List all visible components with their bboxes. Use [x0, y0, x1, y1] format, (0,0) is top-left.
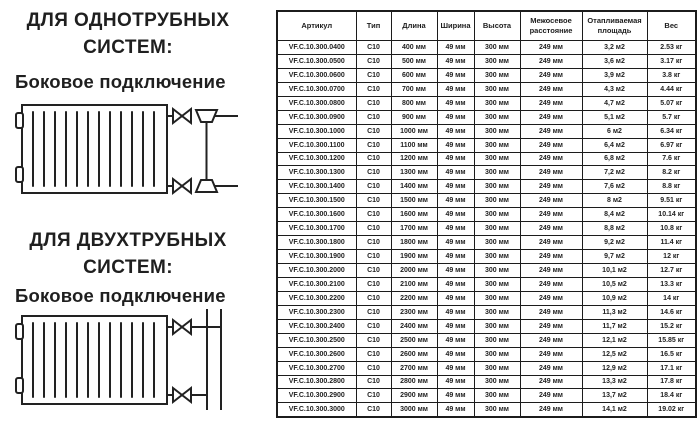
table-cell: 249 мм [520, 236, 582, 250]
table-cell: 1700 мм [391, 222, 437, 236]
table-cell: 49 мм [437, 138, 474, 152]
table-cell: 13.3 кг [647, 277, 696, 291]
section-title-line: СИСТЕМ: [83, 36, 173, 58]
table-cell: 11,3 м2 [582, 305, 647, 319]
table-cell: C10 [356, 291, 391, 305]
table-cell: VF.C.10.300.1900 [277, 250, 356, 264]
section-title-line: ДЛЯ ОДНОТРУБНЫХ [26, 10, 230, 31]
table-cell: 249 мм [520, 389, 582, 403]
table-cell: 49 мм [437, 180, 474, 194]
table-cell: VF.C.10.300.2400 [277, 319, 356, 333]
table-cell: 18.4 кг [647, 389, 696, 403]
table-cell: VF.C.10.300.2800 [277, 375, 356, 389]
column-header: Вес [647, 11, 696, 41]
table-row [277, 96, 696, 110]
radiator-icon [16, 316, 167, 404]
table-cell: C10 [356, 361, 391, 375]
table-cell: 249 мм [520, 403, 582, 417]
table-cell: 249 мм [520, 222, 582, 236]
table-cell: C10 [356, 222, 391, 236]
table-cell: 6,8 м2 [582, 152, 647, 166]
table-cell: C10 [356, 138, 391, 152]
return-valve-icon [167, 179, 191, 193]
table-cell: 249 мм [520, 41, 582, 55]
table-row [277, 305, 696, 319]
table-cell: 49 мм [437, 124, 474, 138]
single-pipe-diagram-icon [8, 101, 240, 201]
table-cell: VF.C.10.300.0900 [277, 110, 356, 124]
table-cell: 49 мм [437, 166, 474, 180]
table-cell: C10 [356, 110, 391, 124]
table-cell: 19.02 кг [647, 403, 696, 417]
single-pipe-section-title [4, 8, 252, 62]
table-cell: 300 мм [474, 124, 520, 138]
table-cell: 300 мм [474, 54, 520, 68]
table-cell: 1200 мм [391, 152, 437, 166]
table-cell: C10 [356, 264, 391, 278]
table-cell: 6.97 кг [647, 138, 696, 152]
table-row [277, 375, 696, 389]
table-cell: 12,1 м2 [582, 333, 647, 347]
table-cell: 2100 мм [391, 277, 437, 291]
table-cell: 300 мм [474, 277, 520, 291]
table-cell: C10 [356, 305, 391, 319]
table-cell: 10.8 кг [647, 222, 696, 236]
table-cell: 8,4 м2 [582, 208, 647, 222]
table-cell: C10 [356, 347, 391, 361]
table-cell: 2500 мм [391, 333, 437, 347]
table-cell: 49 мм [437, 277, 474, 291]
section-title-line: СИСТЕМ: [83, 256, 173, 278]
table-cell: VF.C.10.300.1200 [277, 152, 356, 166]
supply-valve-icon [167, 320, 221, 334]
table-cell: 249 мм [520, 277, 582, 291]
table-cell: 900 мм [391, 110, 437, 124]
table-cell: C10 [356, 180, 391, 194]
table-cell: C10 [356, 389, 391, 403]
table-cell: 15.2 кг [647, 319, 696, 333]
table-cell: VF.C.10.300.2700 [277, 361, 356, 375]
table-cell: 10,5 м2 [582, 277, 647, 291]
column-header: Тип [356, 11, 391, 41]
table-cell: 249 мм [520, 138, 582, 152]
table-cell: 49 мм [437, 291, 474, 305]
table-cell: 249 мм [520, 82, 582, 96]
table-cell: 17.8 кг [647, 375, 696, 389]
table-cell: 8,8 м2 [582, 222, 647, 236]
table-cell: 10.14 кг [647, 208, 696, 222]
table-cell: 249 мм [520, 333, 582, 347]
table-cell: 2200 мм [391, 291, 437, 305]
table-cell: 1800 мм [391, 236, 437, 250]
table-cell: 3.17 кг [647, 54, 696, 68]
table-cell: 600 мм [391, 68, 437, 82]
table-cell: 9.51 кг [647, 194, 696, 208]
table-row [277, 291, 696, 305]
table-cell: C10 [356, 208, 391, 222]
spec-table [276, 10, 697, 418]
table-cell: 7,6 м2 [582, 180, 647, 194]
table-row [277, 333, 696, 347]
table-cell: 300 мм [474, 96, 520, 110]
table-cell: C10 [356, 375, 391, 389]
table-cell: C10 [356, 166, 391, 180]
table-cell: C10 [356, 333, 391, 347]
table-row [277, 54, 696, 68]
table-cell: 2400 мм [391, 319, 437, 333]
table-cell: 49 мм [437, 319, 474, 333]
table-cell: C10 [356, 41, 391, 55]
table-cell: 49 мм [437, 54, 474, 68]
table-row [277, 347, 696, 361]
table-cell: 12.7 кг [647, 264, 696, 278]
table-cell: 9,7 м2 [582, 250, 647, 264]
table-cell: 12,5 м2 [582, 347, 647, 361]
table-cell: 49 мм [437, 208, 474, 222]
table-cell: 300 мм [474, 110, 520, 124]
table-cell: 1500 мм [391, 194, 437, 208]
table-cell: 3,9 м2 [582, 68, 647, 82]
table-cell: 249 мм [520, 319, 582, 333]
table-cell: 14,1 м2 [582, 403, 647, 417]
table-cell: 300 мм [474, 194, 520, 208]
table-cell: 249 мм [520, 375, 582, 389]
table-cell: 5.07 кг [647, 96, 696, 110]
table-cell: VF.C.10.300.1700 [277, 222, 356, 236]
table-cell: 12,9 м2 [582, 361, 647, 375]
table-cell: 49 мм [437, 403, 474, 417]
table-cell: 249 мм [520, 68, 582, 82]
table-cell: 300 мм [474, 166, 520, 180]
table-cell: C10 [356, 194, 391, 208]
table-row [277, 110, 696, 124]
table-cell: 249 мм [520, 291, 582, 305]
table-cell: 2300 мм [391, 305, 437, 319]
table-cell: 10,1 м2 [582, 264, 647, 278]
table-cell: VF.C.10.300.2600 [277, 347, 356, 361]
return-valve-icon [167, 388, 207, 402]
table-cell: VF.C.10.300.0400 [277, 41, 356, 55]
top-union-icon [196, 110, 238, 122]
table-cell: VF.C.10.300.2300 [277, 305, 356, 319]
table-cell: 7.6 кг [647, 152, 696, 166]
table-row [277, 319, 696, 333]
table-header-row [277, 11, 696, 41]
table-row [277, 389, 696, 403]
table-cell: 4,7 м2 [582, 96, 647, 110]
table-row [277, 82, 696, 96]
table-cell: C10 [356, 319, 391, 333]
table-cell: 14 кг [647, 291, 696, 305]
table-cell: 49 мм [437, 305, 474, 319]
table-cell: 249 мм [520, 110, 582, 124]
table-cell: 249 мм [520, 180, 582, 194]
table-cell: 700 мм [391, 82, 437, 96]
table-cell: 249 мм [520, 194, 582, 208]
table-cell: 49 мм [437, 82, 474, 96]
table-cell: C10 [356, 54, 391, 68]
table-cell: VF.C.10.300.1300 [277, 166, 356, 180]
table-cell: 4.44 кг [647, 82, 696, 96]
table-cell: 300 мм [474, 403, 520, 417]
table-row [277, 166, 696, 180]
single-pipe-subtitle: Боковое подключение [15, 71, 226, 92]
table-cell: VF.C.10.300.1600 [277, 208, 356, 222]
table-cell: 10,9 м2 [582, 291, 647, 305]
two-pipe-diagram-icon [8, 306, 240, 414]
table-cell: 249 мм [520, 152, 582, 166]
table-cell: 3,6 м2 [582, 54, 647, 68]
table-row [277, 250, 696, 264]
table-cell: 300 мм [474, 319, 520, 333]
table-cell: 300 мм [474, 347, 520, 361]
table-row [277, 361, 696, 375]
table-cell: VF.C.10.300.2200 [277, 291, 356, 305]
table-cell: VF.C.10.300.2100 [277, 277, 356, 291]
table-cell: 49 мм [437, 41, 474, 55]
table-cell: 300 мм [474, 361, 520, 375]
table-cell: 11.4 кг [647, 236, 696, 250]
table-cell: 1400 мм [391, 180, 437, 194]
table-cell: 249 мм [520, 208, 582, 222]
table-cell: 3.8 кг [647, 68, 696, 82]
table-cell: 2700 мм [391, 361, 437, 375]
table-cell: 49 мм [437, 96, 474, 110]
table-cell: 300 мм [474, 291, 520, 305]
table-cell: VF.C.10.300.1000 [277, 124, 356, 138]
table-cell: 49 мм [437, 347, 474, 361]
column-header: Артикул [277, 11, 356, 41]
table-cell: 800 мм [391, 96, 437, 110]
table-cell: 1900 мм [391, 250, 437, 264]
table-row [277, 68, 696, 82]
table-cell: 300 мм [474, 333, 520, 347]
table-cell: 300 мм [474, 236, 520, 250]
table-cell: 49 мм [437, 361, 474, 375]
table-cell: 49 мм [437, 222, 474, 236]
table-cell: 249 мм [520, 361, 582, 375]
table-cell: 5.7 кг [647, 110, 696, 124]
table-cell: 8.2 кг [647, 166, 696, 180]
table-cell: VF.C.10.300.2900 [277, 389, 356, 403]
table-cell: 300 мм [474, 138, 520, 152]
table-cell: C10 [356, 403, 391, 417]
table-row [277, 222, 696, 236]
table-cell: C10 [356, 82, 391, 96]
column-header: Длина [391, 11, 437, 41]
table-cell: 8.8 кг [647, 180, 696, 194]
table-cell: 13,3 м2 [582, 375, 647, 389]
table-cell: 9,2 м2 [582, 236, 647, 250]
table-cell: 49 мм [437, 194, 474, 208]
table-cell: C10 [356, 152, 391, 166]
table-cell: 2800 мм [391, 375, 437, 389]
table-cell: 1600 мм [391, 208, 437, 222]
table-cell: 2000 мм [391, 264, 437, 278]
bottom-union-icon [196, 180, 238, 192]
table-cell: 249 мм [520, 96, 582, 110]
table-cell: 249 мм [520, 305, 582, 319]
table-cell: C10 [356, 68, 391, 82]
table-cell: 300 мм [474, 389, 520, 403]
table-row [277, 180, 696, 194]
table-cell: VF.C.10.300.1800 [277, 236, 356, 250]
table-cell: 1100 мм [391, 138, 437, 152]
table-cell: 300 мм [474, 305, 520, 319]
table-cell: 249 мм [520, 54, 582, 68]
table-cell: 500 мм [391, 54, 437, 68]
table-cell: 13,7 м2 [582, 389, 647, 403]
table-row [277, 236, 696, 250]
table-cell: 300 мм [474, 250, 520, 264]
table-cell: 300 мм [474, 68, 520, 82]
table-cell: 249 мм [520, 124, 582, 138]
table-cell: 3000 мм [391, 403, 437, 417]
table-row [277, 152, 696, 166]
riser-pipes [207, 309, 221, 410]
table-row [277, 208, 696, 222]
table-cell: VF.C.10.300.0600 [277, 68, 356, 82]
table-row [277, 264, 696, 278]
table-cell: 8 м2 [582, 194, 647, 208]
two-pipe-subtitle: Боковое подключение [15, 285, 226, 306]
column-header: Высота [474, 11, 520, 41]
table-row [277, 124, 696, 138]
table-row [277, 194, 696, 208]
table-cell: 16.5 кг [647, 347, 696, 361]
table-cell: VF.C.10.300.0700 [277, 82, 356, 96]
table-cell: VF.C.10.300.0800 [277, 96, 356, 110]
table-cell: C10 [356, 124, 391, 138]
left-panel [0, 0, 272, 421]
table-cell: 300 мм [474, 208, 520, 222]
table-cell: 2.53 кг [647, 41, 696, 55]
column-header: Межосевое расстояние [520, 11, 582, 41]
table-cell: 12 кг [647, 250, 696, 264]
table-row [277, 277, 696, 291]
table-cell: 2900 мм [391, 389, 437, 403]
table-cell: 2600 мм [391, 347, 437, 361]
table-cell: VF.C.10.300.1400 [277, 180, 356, 194]
table-cell: 6 м2 [582, 124, 647, 138]
table-cell: 4,3 м2 [582, 82, 647, 96]
table-cell: VF.C.10.300.2000 [277, 264, 356, 278]
table-cell: 300 мм [474, 152, 520, 166]
table-cell: C10 [356, 96, 391, 110]
table-cell: 5,1 м2 [582, 110, 647, 124]
table-cell: 300 мм [474, 41, 520, 55]
table-cell: VF.C.10.300.1100 [277, 138, 356, 152]
table-cell: 15.85 кг [647, 333, 696, 347]
table-row [277, 138, 696, 152]
table-cell: VF.C.10.300.2500 [277, 333, 356, 347]
supply-valve-icon [167, 109, 191, 123]
table-cell: 300 мм [474, 180, 520, 194]
table-cell: C10 [356, 277, 391, 291]
table-cell: 249 мм [520, 347, 582, 361]
table-cell: 300 мм [474, 264, 520, 278]
table-cell: C10 [356, 236, 391, 250]
table-cell: 17.1 кг [647, 361, 696, 375]
table-cell: 300 мм [474, 375, 520, 389]
table-cell: VF.C.10.300.0500 [277, 54, 356, 68]
table-cell: 49 мм [437, 152, 474, 166]
table-cell: 49 мм [437, 264, 474, 278]
table-cell: 7,2 м2 [582, 166, 647, 180]
table-cell: 400 мм [391, 41, 437, 55]
table-cell: 49 мм [437, 68, 474, 82]
table-cell: 49 мм [437, 333, 474, 347]
table-cell: 6.34 кг [647, 124, 696, 138]
table-cell: 1300 мм [391, 166, 437, 180]
radiator-icon [16, 105, 167, 193]
column-header: Отапливаемая площадь [582, 11, 647, 41]
table-cell: C10 [356, 250, 391, 264]
table-cell: VF.C.10.300.1500 [277, 194, 356, 208]
column-header: Ширина [437, 11, 474, 41]
table-cell: 300 мм [474, 222, 520, 236]
table-cell: 49 мм [437, 375, 474, 389]
table-cell: 300 мм [474, 82, 520, 96]
table-cell: 3,2 м2 [582, 41, 647, 55]
spec-table-body [277, 41, 696, 418]
table-cell: 249 мм [520, 250, 582, 264]
table-cell: 1000 мм [391, 124, 437, 138]
table-row [277, 41, 696, 55]
table-cell: 11,7 м2 [582, 319, 647, 333]
table-cell: 6,4 м2 [582, 138, 647, 152]
table-cell: VF.C.10.300.3000 [277, 403, 356, 417]
table-cell: 49 мм [437, 236, 474, 250]
section-title-line: ДЛЯ ДВУХТРУБНЫХ [29, 230, 227, 251]
table-cell: 249 мм [520, 264, 582, 278]
table-cell: 49 мм [437, 250, 474, 264]
table-cell: 249 мм [520, 166, 582, 180]
table-cell: 49 мм [437, 110, 474, 124]
table-cell: 49 мм [437, 389, 474, 403]
two-pipe-section-title [4, 228, 252, 282]
table-cell: 14.6 кг [647, 305, 696, 319]
table-row [277, 403, 696, 417]
